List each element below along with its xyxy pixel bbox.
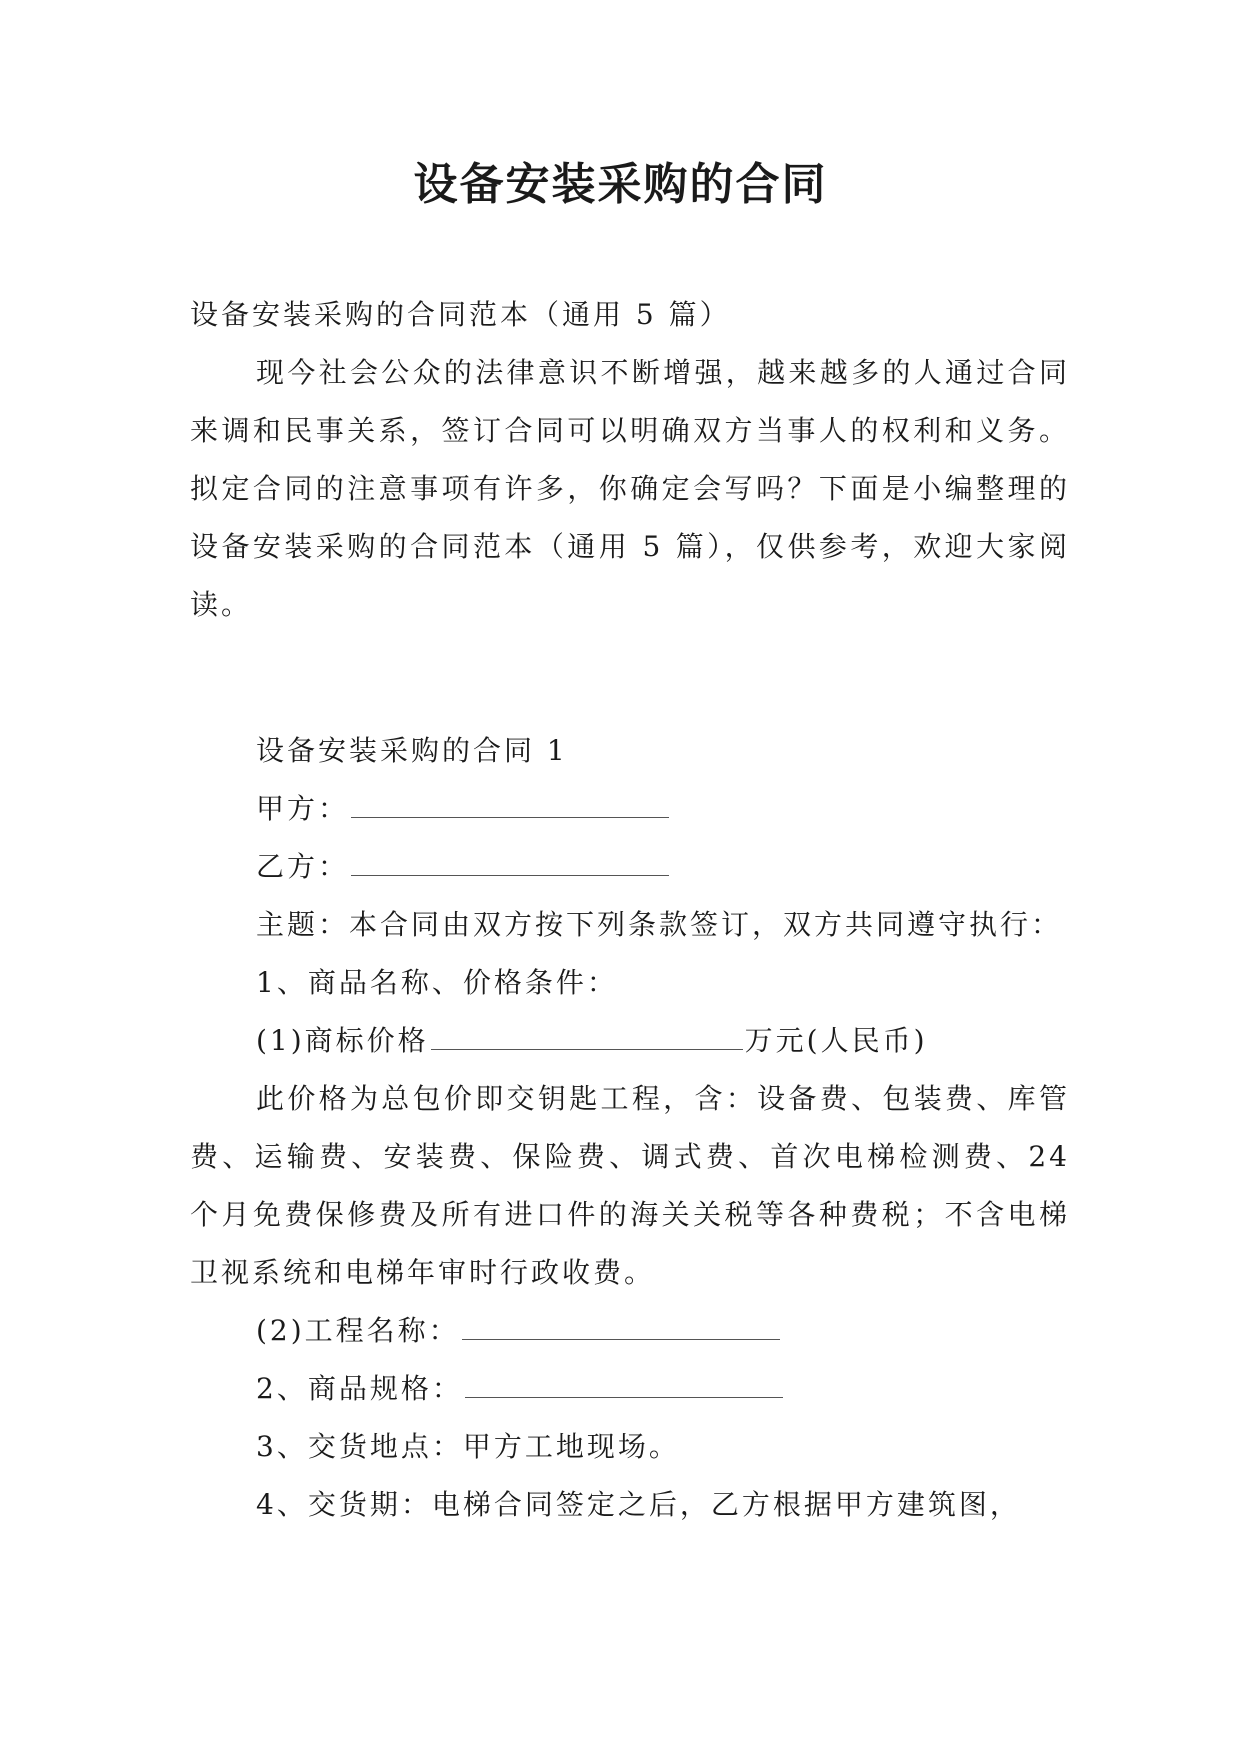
document-body bbox=[190, 286, 1070, 1534]
project-name-blank bbox=[462, 1319, 780, 1340]
item-1-2-label: (2)工程名称： bbox=[256, 1314, 460, 1347]
document-title: 设备安装采购的合同 bbox=[413, 159, 828, 210]
price-blank bbox=[431, 1029, 743, 1050]
item-1-1-unit: 万元(人民币) bbox=[744, 1024, 928, 1057]
party-b-label: 乙方： bbox=[256, 850, 350, 883]
party-a-label: 甲方： bbox=[256, 792, 350, 825]
item-3-paragraph: 3、交货地点：甲方工地现场。 bbox=[256, 1430, 680, 1463]
section-heading: 设备安装采购的合同 1 bbox=[256, 734, 568, 767]
party-b-blank bbox=[351, 855, 669, 876]
item-1-1-line bbox=[190, 1012, 1070, 1070]
spec-blank bbox=[465, 1377, 783, 1398]
document-subtitle: 设备安装采购的合同范本（通用 5 篇） bbox=[190, 298, 731, 331]
item-2-line bbox=[190, 1360, 1070, 1418]
item-1-heading: 1、商品名称、价格条件： bbox=[256, 966, 618, 999]
section-spacer bbox=[190, 634, 1070, 722]
party-b-line bbox=[190, 838, 1070, 896]
item-1-1-label: (1)商标价格 bbox=[256, 1024, 429, 1057]
subject-paragraph: 主题：本合同由双方按下列条款签订，双方共同遵守执行： bbox=[256, 908, 1063, 941]
intro-paragraph: 现今社会公众的法律意识不断增强，越来越多的人通过合同来调和民事关系，签订合同可以明确双方当事人的权利和义务。拟定合同的注意事项有许多，你确定会写吗？下面是小编整理的设备安装采购的合同范本（通用 5 篇），仅供参考，欢迎大家阅读。 bbox=[190, 356, 1070, 621]
item-2-label: 2、商品规格： bbox=[256, 1372, 463, 1405]
party-a-blank bbox=[351, 797, 669, 818]
price-note-paragraph: 此价格为总包价即交钥匙工程，含：设备费、包装费、库管费、运输费、安装费、保险费、调式费、首次电梯检测费、24 个月免费保修费及所有进口件的海关关税等各种费税；不含电梯卫视系统和电梯年审时行政收费。 bbox=[190, 1082, 1070, 1289]
party-a-line bbox=[190, 780, 1070, 838]
item-4-paragraph: 4、交货期：电梯合同签定之后，乙方根据甲方建筑图， bbox=[256, 1488, 1021, 1521]
item-1-2-line bbox=[190, 1302, 1070, 1360]
